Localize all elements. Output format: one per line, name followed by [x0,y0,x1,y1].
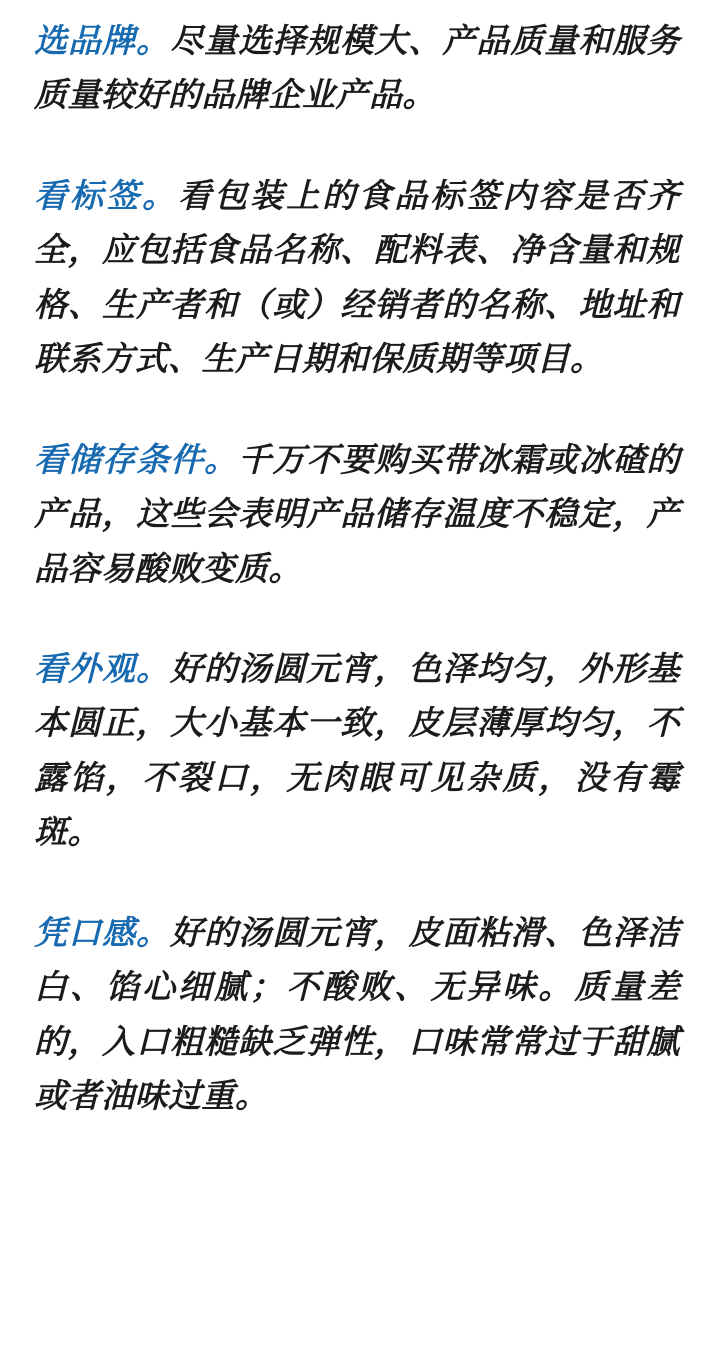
paragraph-select-brand [34,14,680,123]
paragraph-text: 看包装上的食品标签内容是否齐全，应包括食品名称、配料表、净含量和规格、生产者和（或）经销者的名称、地址和联系方式、生产日期和保质期等项目。 [34,175,681,379]
paragraph-lead: 凭口感 [34,912,137,952]
paragraph-taste [34,906,680,1124]
paragraph-lead: 看标签 [34,175,143,215]
paragraph-check-appearance [34,642,680,860]
paragraph-lead: 看外观 [34,648,137,688]
paragraph-text: 尽量选择规模大、产品质量和服务质量较好的品牌企业产品。 [34,21,681,115]
paragraph-lead-mark: 。 [136,648,171,688]
paragraph-lead-mark: 。 [142,175,179,215]
paragraph-lead-mark: 。 [136,912,171,952]
paragraph-lead-mark: 。 [204,439,239,479]
paragraph-check-label [34,169,680,387]
paragraph-text: 好的汤圆元宵，皮面粘滑、色泽洁白、馅心细腻；不酸败、无异味。质量差的，入口粗糙缺乏弹性，口味常常过于甜腻或者油味过重。 [34,912,681,1115]
paragraph-check-storage [34,433,680,596]
paragraph-text: 千万不要购买带冰霜或冰碴的产品，这些会表明产品储存温度不稳定，产品容易酸败变质。 [34,439,681,588]
paragraph-lead: 选品牌 [34,21,137,60]
paragraph-text: 好的汤圆元宵，色泽均匀，外形基本圆正，大小基本一致，皮层薄厚均匀，不露馅，不裂口，无肉眼可见杂质，没有霉斑。 [34,648,681,852]
paragraph-lead-mark: 。 [136,21,171,60]
paragraph-lead: 看储存条件 [34,439,205,479]
